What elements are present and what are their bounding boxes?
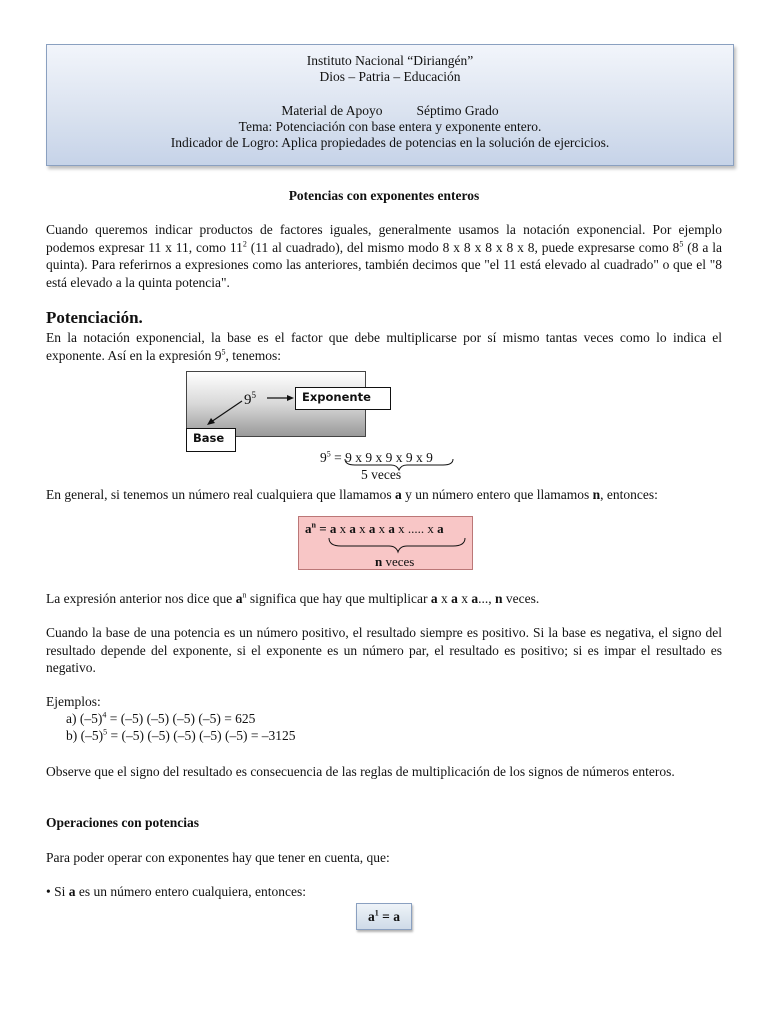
example-b-prefix: b) (–5) (66, 728, 104, 743)
meaning-sup: n (242, 590, 247, 600)
base-arrow-head (207, 418, 215, 425)
intro-text-2: (11 al cuadrado), del mismo modo 8 x 8 x 8 x 8 x 8, puede expresarse como 8 (246, 239, 680, 255)
page-title: Potencias con exponentes enteros (288, 188, 480, 203)
general-n: n (592, 487, 601, 502)
bullet-pre: • Si (46, 884, 69, 899)
achievement-indicator: Indicador de Logro: Aplica propiedades de potencias en la solución de ejercicios. (170, 135, 610, 150)
exponent-label: Exponente (295, 387, 391, 410)
sign-rule-paragraph: Cuando la base de una potencia es un número positivo, el resultado siempre es positivo. Si la base es negativa, el signo del resultado depende del exponente, si el exponente es un número par, el resultado es positivo; si es impar el resultado es negativo. (46, 625, 722, 675)
meaning-text-1: La expresión anterior nos dice que (46, 591, 236, 606)
meaning-text-3: ..., (478, 591, 496, 606)
meaning-paragraph (46, 590, 722, 608)
formula-count (375, 554, 414, 570)
observe-paragraph: Observe que el signo del resultado es consecuencia de las reglas de multiplicación de los signos de números enteros. (46, 764, 675, 779)
exponent-arrow-head (287, 395, 294, 401)
identity-sup: 1 (374, 908, 379, 918)
formula-brace (327, 536, 467, 554)
general-a: a (395, 487, 402, 502)
general-formula-box (298, 516, 473, 570)
general-paragraph (46, 486, 722, 504)
example-a-prefix: a) (–5) (66, 711, 103, 726)
times-label: 5 veces (361, 467, 402, 482)
formula-a-3: a (365, 521, 379, 536)
formula-a-5: a (433, 521, 444, 536)
intro-sup-2: 5 (679, 239, 684, 248)
potenciacion-text-2: , tenemos: (225, 347, 281, 363)
meaning-text-2: significa que hay que multiplicar (246, 591, 431, 606)
formula-x-2: x (359, 521, 366, 536)
formula-a-4: a (385, 521, 399, 536)
formula-veces: veces (382, 554, 415, 569)
base-arrow-line (211, 401, 242, 422)
meaning-a-1: a (430, 591, 438, 606)
meaning-a-3: a (471, 591, 479, 606)
formula-x-1: x (339, 521, 347, 536)
diagram-base-number: 9 (244, 392, 252, 408)
base-label: Base (186, 428, 236, 452)
example-b-rest: = (–5) (–5) (–5) (–5) (–5) = –3125 (107, 728, 296, 743)
general-text-3: , entonces: (600, 487, 658, 502)
intro-text-1: Cuando queremos indicar productos de factores iguales, generalmente usamos la notación exponencial. Por ejemplo podemos expresar 11 x 11, como 11 (46, 222, 722, 255)
motto: Dios – Patria – Educación (319, 69, 461, 84)
formula-n: n (375, 554, 383, 569)
meaning-a-2: a (451, 591, 458, 606)
potenciacion-sup: 5 (221, 347, 226, 356)
expansion-sup: 5 (326, 449, 331, 459)
grade-label: Séptimo Grado (416, 103, 499, 118)
material-grade (47, 103, 733, 119)
bullet-post: es un número entero cualquiera, entonces: (75, 884, 307, 899)
example-b (66, 728, 296, 744)
intro-text-3: (8 a la quinta). Para referirnos a expresiones como las anteriores, también decimos que "el 11 está elevado al cuadrado" o que el "8 está elevado a la quinta potencia". (46, 239, 722, 290)
topic: Tema: Potenciación con base entera y exponente entero. (238, 119, 542, 134)
formula-base: a (305, 521, 312, 536)
identity-rhs: = a (378, 909, 400, 924)
example-a (66, 711, 255, 727)
examples-label: Ejemplos: (46, 694, 101, 709)
potenciacion-text-1: En la notación exponencial, la base es el factor que debe multiplicarse por sí mismo tantas veces como lo indica el exponente. Así en la expresión 9 (46, 330, 722, 363)
example-a-sup: 4 (102, 710, 107, 720)
general-text-1: En general, si tenemos un número real cualquiera que llamamos (46, 487, 396, 502)
identity-formula-box (356, 903, 412, 930)
example-b-sup: 5 (103, 727, 108, 737)
identity-lhs: a (368, 909, 375, 924)
formula-x-3: x (378, 521, 386, 536)
bullet-a: a (68, 884, 76, 899)
meaning-text-4: veces. (502, 591, 540, 606)
general-text-2: y un número entero que llamamos (401, 487, 593, 502)
intro-sup-1: 2 (242, 239, 247, 248)
expansion-rhs: = 9 x 9 x 9 x 9 x 9 (330, 450, 433, 465)
general-formula (305, 521, 444, 537)
meaning-x-1: x (437, 591, 452, 606)
formula-exponent: n (311, 520, 316, 530)
formula-x-4: x ..... x (398, 521, 434, 536)
diagram-exponent-number: 5 (251, 390, 256, 400)
example-a-rest: = (–5) (–5) (–5) (–5) = 625 (106, 711, 256, 726)
potenciacion-paragraph (46, 329, 722, 364)
formula-a-1: = a (315, 521, 340, 536)
section-heading-potenciacion: Potenciación. (46, 308, 143, 327)
meaning-a: a (235, 591, 243, 606)
operations-bullet (46, 884, 306, 900)
meaning-n: n (495, 591, 503, 606)
operations-intro: Para poder operar con exponentes hay que tener en cuenta, que: (46, 850, 390, 865)
operations-heading: Operaciones con potencias (46, 815, 199, 830)
meaning-x-2: x (457, 591, 472, 606)
expansion-lhs: 9 (320, 450, 327, 465)
header-box (46, 44, 734, 166)
material-label: Material de Apoyo (281, 103, 383, 118)
intro-paragraph (46, 221, 722, 291)
formula-a-2: a (346, 521, 360, 536)
institution-name: Instituto Nacional “Diriangén” (306, 53, 474, 68)
